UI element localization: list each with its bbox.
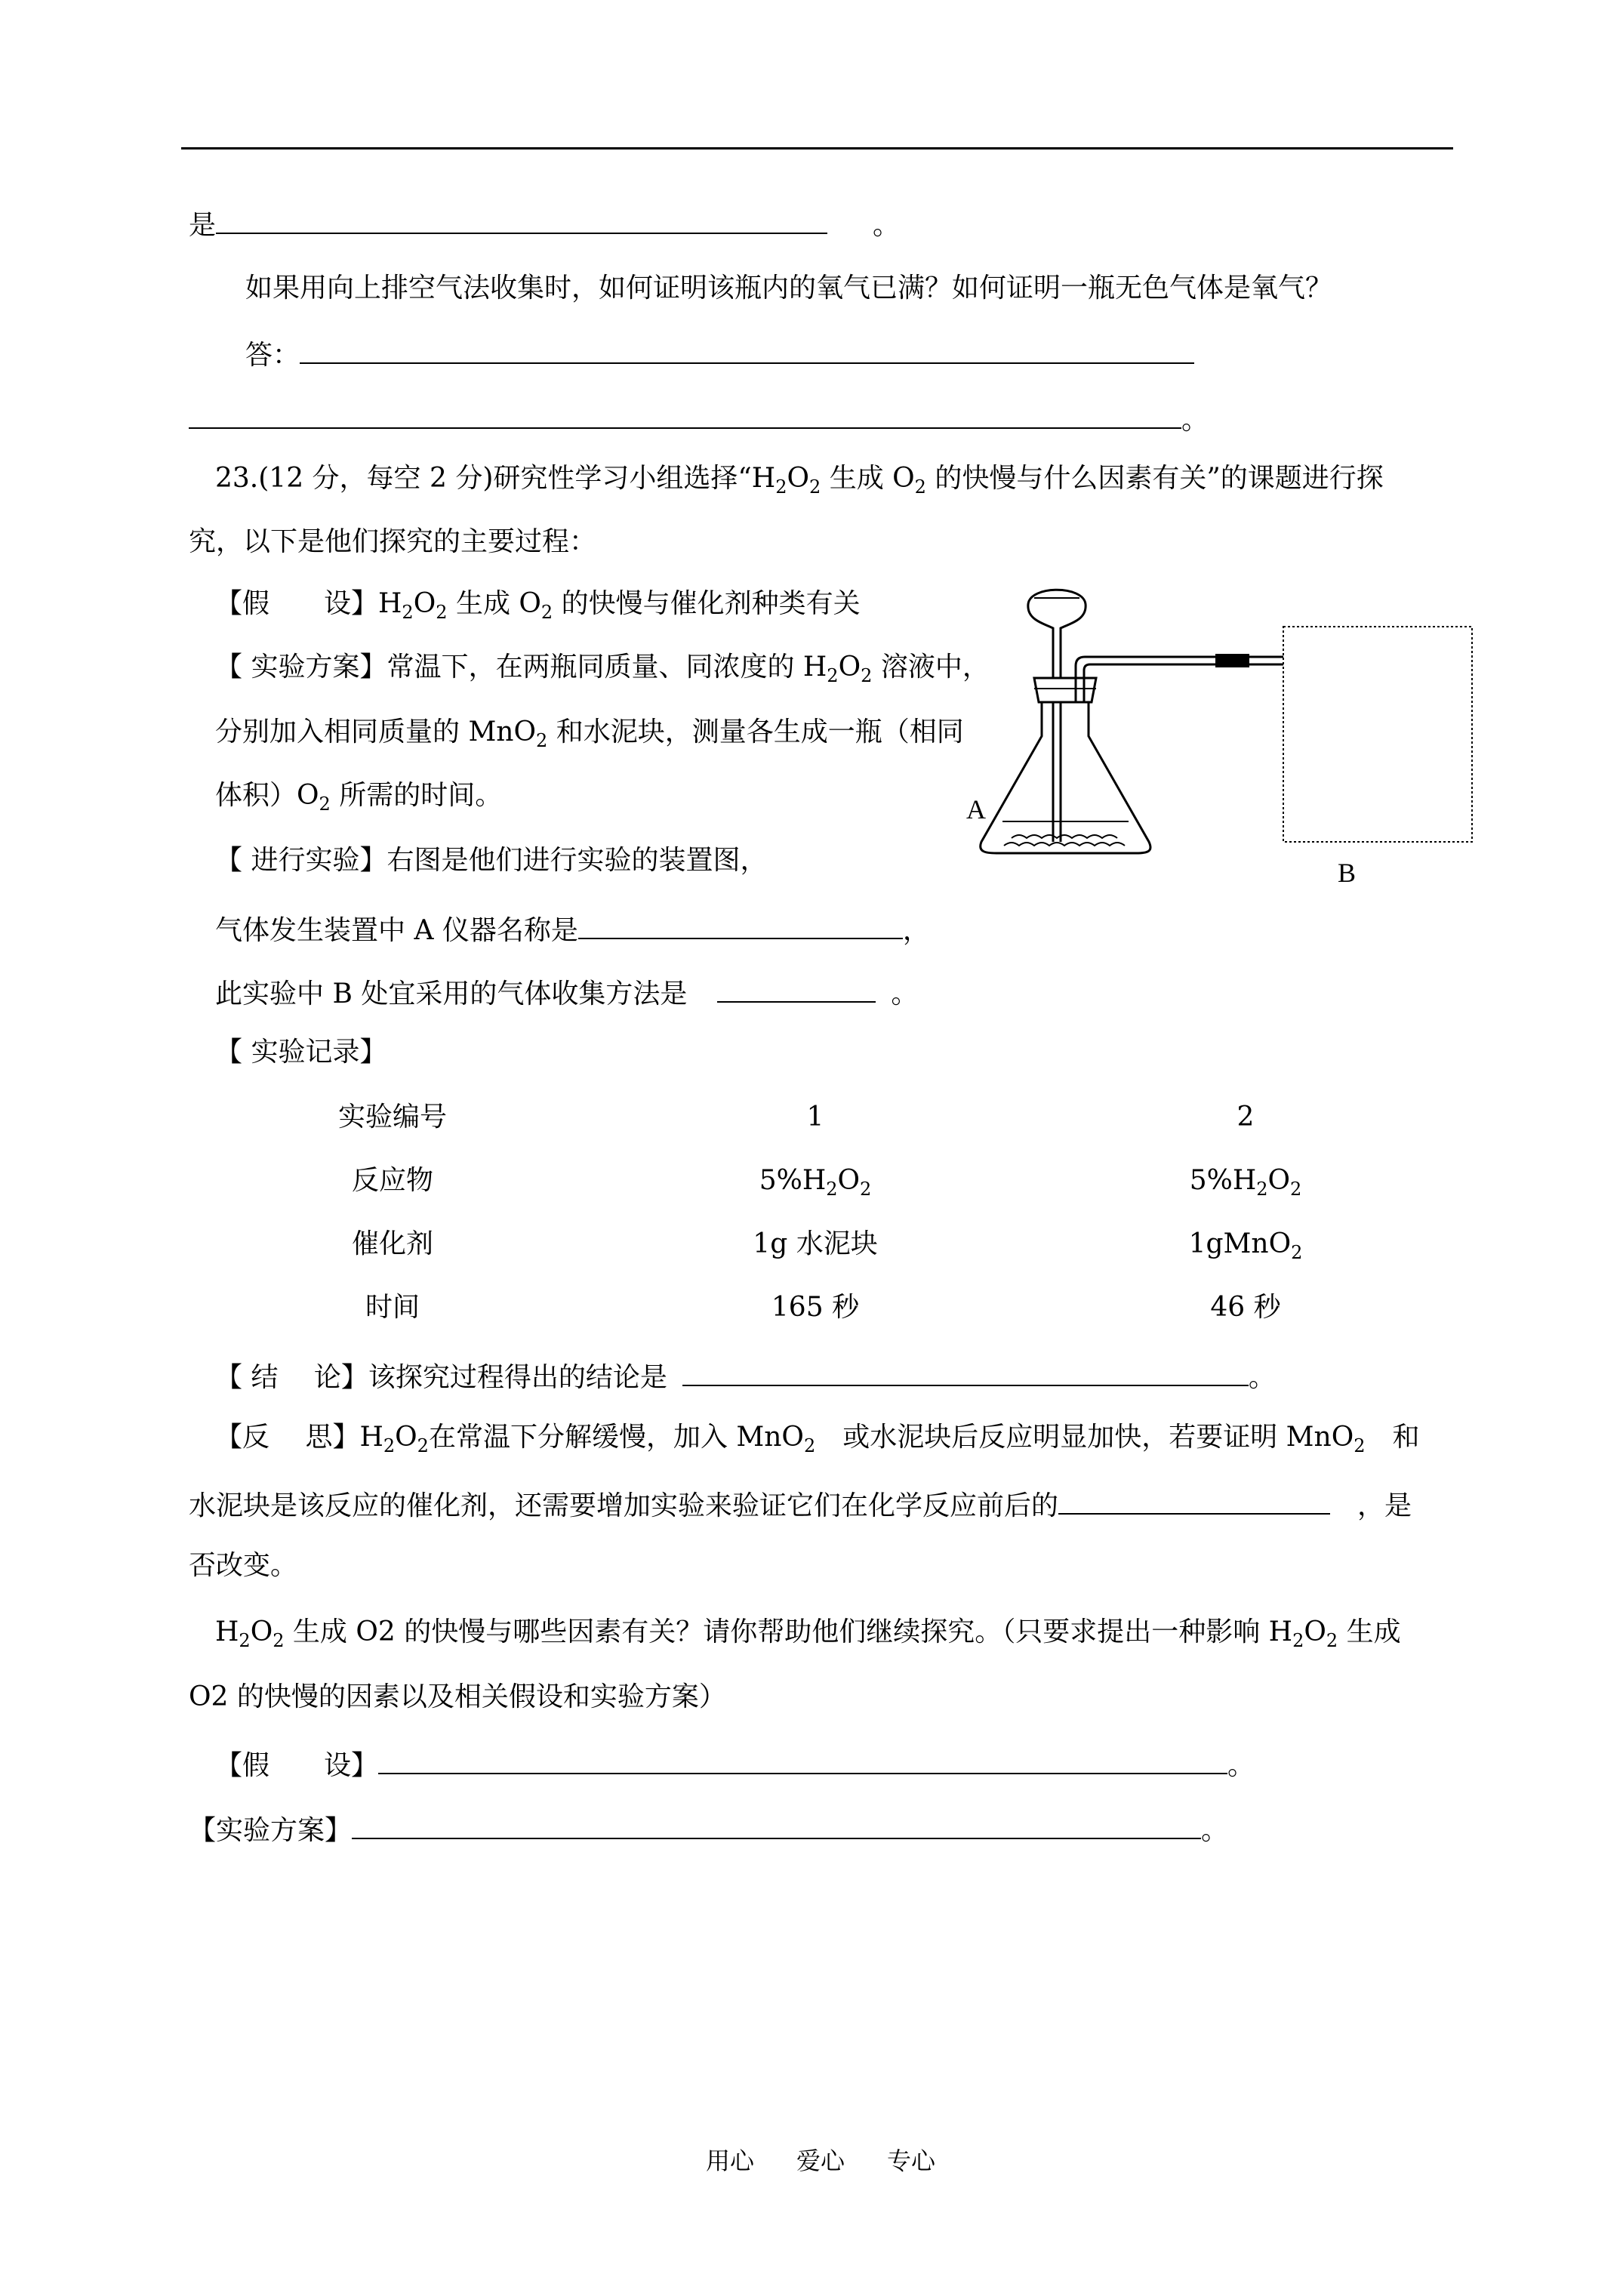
table-row-3-col-2: 1g 水泥块: [753, 1228, 878, 1259]
table-row-4-col-1: 时间: [365, 1292, 420, 1323]
q23-intro-line1: 23.(12 分，每空 2 分)研究性学习小组选择“$H_2O_2$ 生成 $O_2$ 的快慢与什么因素有关”的课题进行探: [215, 463, 1384, 498]
table-row-2-col-1: 反应物: [351, 1165, 433, 1196]
q23-plan-2: 【实验方案】 。: [189, 1812, 1228, 1845]
q23-plan-line1: 【 实验方案】常温下，在两瓶同质量、同浓度的 $H_2O_2$ 溶液中，: [215, 652, 990, 686]
rubber-stopper: [1034, 678, 1096, 702]
table-row-2-col-3: $5\%H_2O_2$: [1189, 1165, 1302, 1200]
q23-reflection-line3: 否改变。: [189, 1550, 298, 1581]
q23-record-label: 【 实验记录】: [215, 1037, 387, 1068]
table-row-4-col-2: 165 秒: [771, 1292, 860, 1323]
solid-catalyst: [1004, 835, 1125, 846]
header-rule: [181, 147, 1453, 149]
q23-hypothesis: 【假 设】$H_2O_2$ 生成 $O_2$ 的快慢与催化剂种类有关: [215, 588, 861, 623]
answer-blank-1[interactable]: [216, 207, 827, 234]
q22-line1: 是 。: [189, 207, 900, 239]
table-row-3-col-1: 催化剂: [351, 1228, 433, 1259]
q23-reflection-line2: 水泥块是该反应的催化剂，还需要增加实验来验证它们在化学反应前后的 ，是: [189, 1487, 1412, 1520]
q23-exp-line1: 【 进行实验】右图是他们进行实验的装置图，: [215, 845, 768, 876]
answer-blank-conclusion[interactable]: [682, 1359, 1249, 1386]
answer-blank-reflection[interactable]: [1058, 1487, 1330, 1515]
rubber-connector: [1215, 654, 1249, 667]
q23-exp-line3: 此实验中 B 处宜采用的气体收集方法是 。: [215, 975, 918, 1008]
table-row-1-col-1: 实验编号: [337, 1102, 447, 1133]
table-row-1-col-2: 1: [806, 1102, 824, 1133]
label-a: A: [966, 794, 986, 824]
q22-answer-line: 答：: [245, 337, 1194, 369]
footer: 用心 爱心 专心: [706, 2147, 936, 2175]
answer-blank-3[interactable]: [189, 402, 1181, 429]
q23-intro-line2: 究，以下是他们探究的主要过程：: [189, 526, 597, 557]
answer-blank-method[interactable]: [717, 975, 876, 1003]
q23-conclusion: 【 结 论】该探究过程得出的结论是 。: [215, 1359, 1276, 1391]
conical-flask: [981, 702, 1150, 853]
table-row-3-col-3: 1gMnO$_2$: [1188, 1228, 1303, 1263]
table-row-1-col-3: 2: [1236, 1102, 1255, 1133]
q23-reflection-line1: 【反 思】$H_2O_2$在常温下分解缓慢，加入 MnO$_2$ 或水泥块后反应明显加快，若要证明 MnO$_2$ 和: [215, 1422, 1420, 1456]
thistle-funnel: [1028, 590, 1086, 680]
q23-plan-line2: 分别加入相同质量的 MnO$_2$ 和水泥块，测量各生成一瓶（相同: [215, 717, 964, 751]
answer-blank-instrument[interactable]: [578, 912, 903, 939]
q22-answer-line2: 。: [189, 402, 1209, 434]
collection-box-b: [1283, 627, 1472, 842]
apparatus-diagram: [959, 581, 1487, 898]
label-b: B: [1338, 858, 1357, 888]
q23-hypothesis-2: 【假 设】 。: [215, 1747, 1255, 1780]
q23-exp-line2: 气体发生装置中 A 仪器名称是 ，: [215, 912, 930, 945]
answer-blank-2[interactable]: [300, 337, 1194, 364]
q23-further-line2: O2 的快慢的因素以及相关假设和实验方案）: [189, 1681, 726, 1712]
q22-question: 如果用向上排空气法收集时，如何证明该瓶内的氧气已满？如何证明一瓶无色气体是氧气？: [245, 273, 1333, 304]
table-row-4-col-3: 46 秒: [1210, 1292, 1281, 1323]
table-row-2-col-2: $5\%H_2O_2$: [759, 1165, 872, 1200]
answer-blank-hypothesis[interactable]: [378, 1747, 1227, 1774]
answer-blank-plan[interactable]: [352, 1812, 1201, 1839]
q23-plan-line3: 体积）$O_2$ 所需的时间。: [215, 780, 503, 815]
q23-further-line1: $H_2O_2$ 生成 O2 的快慢与哪些因素有关？请你帮助他们继续探究。（只要求提出一种影响 $H_2O_2$ 生成: [215, 1616, 1401, 1651]
